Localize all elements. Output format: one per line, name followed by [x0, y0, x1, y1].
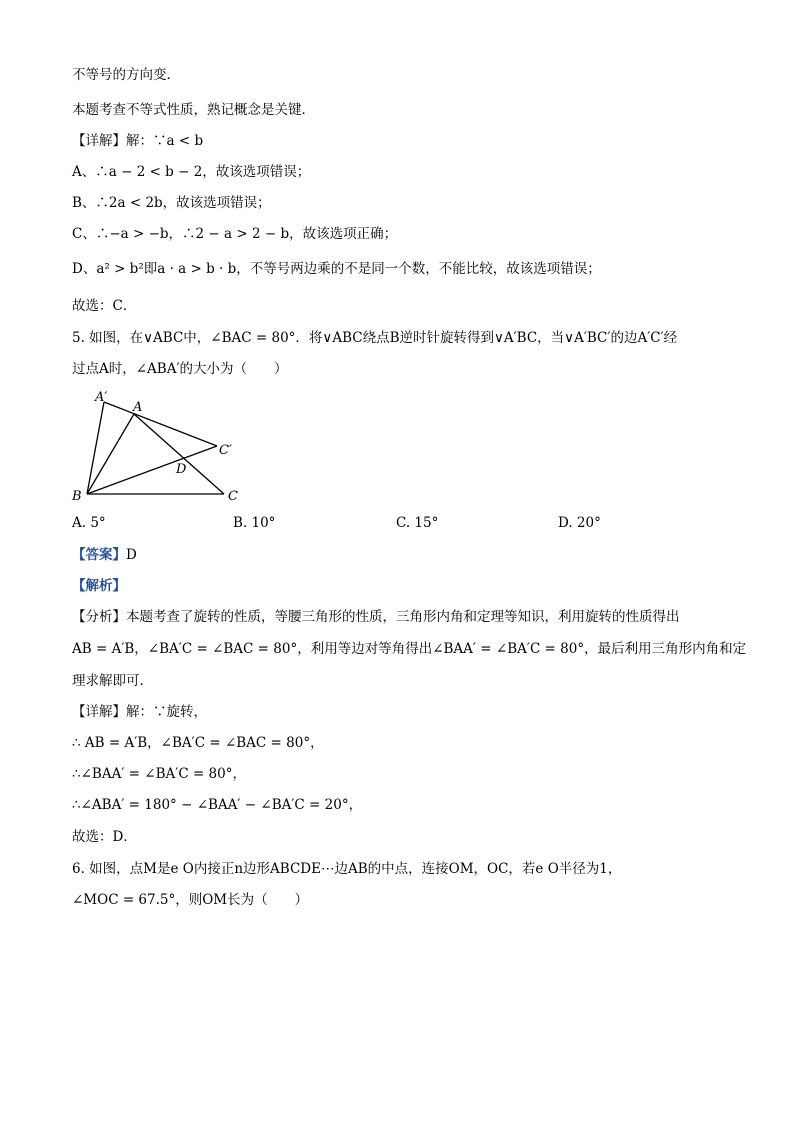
option-c-line: C、∴−a > −b，∴2 − a > 2 − b，故该选项正确；: [72, 226, 398, 242]
label-B: B: [72, 489, 82, 504]
answer-value: D: [126, 547, 137, 563]
label-A1: A′: [95, 390, 108, 405]
edge-A1C1: [104, 402, 217, 446]
detail-text: ∴∠ABA′ = 180° − ∠BAA′ − ∠BA′C = 20°，: [72, 797, 363, 813]
answer-line: [72, 546, 137, 564]
choice-b: B. 10°: [233, 515, 276, 531]
label-D: D: [176, 462, 187, 477]
option-d-line: D、a² > b²即a · a > b · b，不等号两边乘的不是同一个数，不能比较，故该选项错误；: [72, 261, 601, 277]
analysis-text: AB = A′B，∠BA′C = ∠BAC = 80°，利用等边对等角得出∠BAA′ = ∠BA′C = 80°，最后利用三角形内角和定: [72, 641, 747, 657]
answer-tag: 【答案】: [72, 547, 126, 563]
question-5-text: 5. 如图，在∨ABC中，∠BAC = 80°．将∨ABC绕点B逆时针旋转得到∨A′BC，当∨A′BC′的边A′C′经: [72, 330, 678, 346]
question-6-text: 6. 如图，点M是e O内接正n边形ABCDE⋯边AB的中点，连接OM，OC，若e O半径为1，: [72, 861, 622, 877]
analysis-text: 【分析】本题考查了旋转的性质，等腰三角形的性质，三角形内角和定理等知识，利用旋转的性质得出: [72, 609, 680, 625]
text-line: 本题考查不等式性质，熟记概念是关键．: [72, 102, 315, 118]
detail-text: ∴∠BAA′ = ∠BA′C = 80°，: [72, 766, 246, 782]
question-5-text: 过点A时，∠ABA′的大小为（ ）: [72, 361, 288, 377]
detail-text: ∴ AB = A′B，∠BA′C = ∠BAC = 80°，: [72, 735, 324, 751]
detail-text: 故选：D．: [72, 829, 137, 845]
choice-d: D. 20°: [558, 515, 601, 531]
label-A: A: [133, 400, 143, 415]
detail-text: 【详解】解：∵旋转，: [72, 704, 207, 720]
text-line: 【详解】解：∵a < b: [72, 133, 204, 149]
option-a-line: A、∴a − 2 < b − 2，故该选项错误；: [72, 164, 311, 180]
label-C: C: [228, 489, 238, 504]
choice-c: C. 15°: [396, 515, 439, 531]
edge-AC: [134, 414, 224, 494]
choice-a: A. 5°: [72, 515, 106, 531]
text-line: 故选：C．: [72, 298, 137, 314]
analysis-text: 理求解即可．: [72, 673, 153, 689]
analysis-tag: 【解析】: [72, 578, 126, 594]
text-line: 不等号的方向变．: [72, 67, 180, 83]
question-6-text: ∠MOC = 67.5°，则OM长为（ ）: [72, 892, 309, 908]
triangle-figure: [62, 384, 252, 504]
label-C1: C′: [219, 443, 232, 458]
option-b-line: B、∴2a < 2b，故该选项错误；: [72, 195, 271, 211]
